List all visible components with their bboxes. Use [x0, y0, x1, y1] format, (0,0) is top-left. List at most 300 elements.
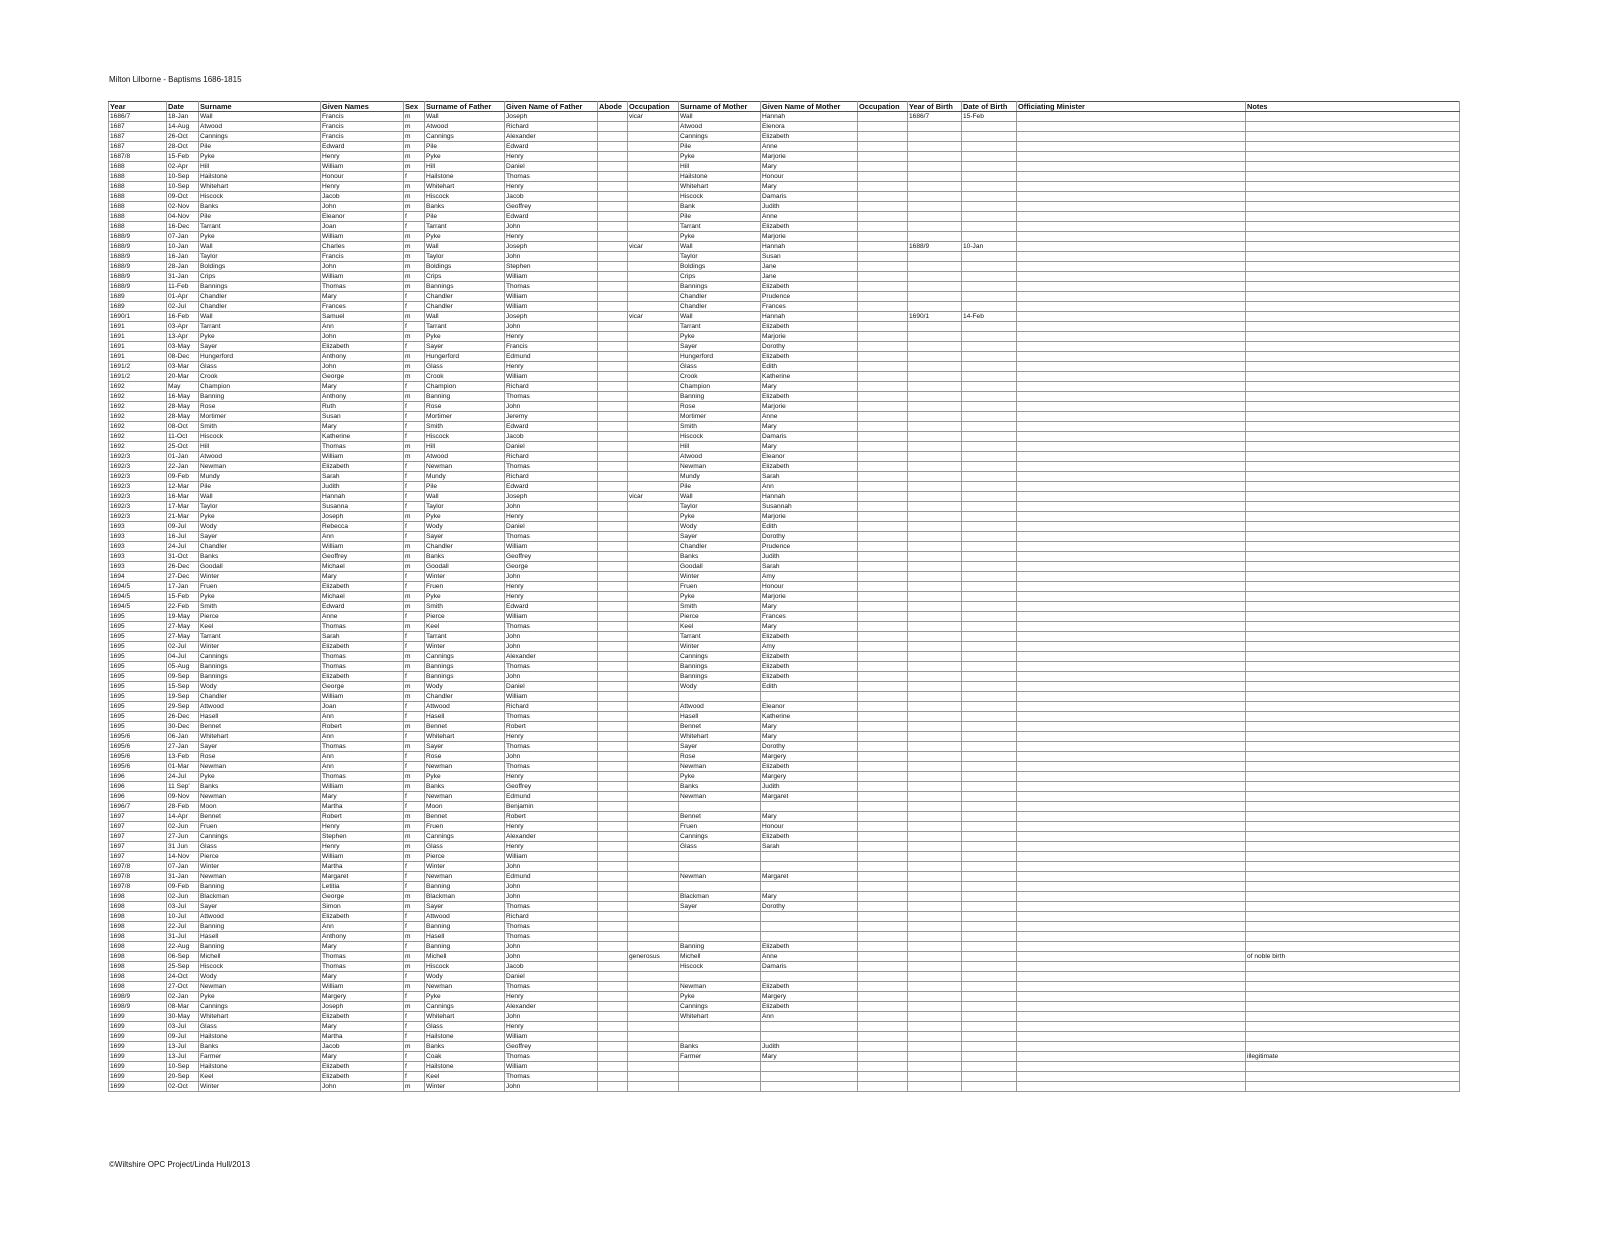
table-cell: George	[505, 562, 598, 572]
table-cell	[1246, 802, 1460, 812]
table-cell: Pile	[425, 212, 505, 222]
table-row	[109, 1062, 1460, 1072]
table-cell	[628, 362, 679, 372]
table-cell: Joseph	[505, 492, 598, 502]
table-cell	[908, 372, 962, 382]
table-cell	[1246, 192, 1460, 202]
table-cell: Sayer	[425, 532, 505, 542]
table-cell	[962, 182, 1017, 192]
table-cell: m	[404, 512, 425, 522]
table-cell: Newman	[425, 462, 505, 472]
table-cell: Elizabeth	[761, 832, 858, 842]
table-cell: Mary	[321, 792, 404, 802]
table-cell	[962, 642, 1017, 652]
table-cell: 1695	[109, 672, 167, 682]
table-cell: 1698	[109, 982, 167, 992]
table-cell	[908, 942, 962, 952]
table-cell: Henry	[505, 732, 598, 742]
table-cell	[598, 932, 628, 942]
table-cell	[628, 372, 679, 382]
table-cell	[1246, 762, 1460, 772]
table-cell	[962, 882, 1017, 892]
table-cell: Glass	[425, 362, 505, 372]
table-cell	[598, 382, 628, 392]
table-cell: 28-May	[167, 412, 199, 422]
table-cell: 25-Oct	[167, 442, 199, 452]
table-cell	[962, 272, 1017, 282]
table-cell: 18-Jan	[167, 112, 199, 122]
table-cell	[679, 692, 761, 702]
table-cell: Hiscock	[199, 192, 321, 202]
table-row	[109, 922, 1460, 932]
table-cell: 13-Jul	[167, 1042, 199, 1052]
table-cell: William	[505, 542, 598, 552]
table-cell: Boldings	[199, 262, 321, 272]
table-cell	[1017, 242, 1246, 252]
table-cell: 1698	[109, 912, 167, 922]
table-cell	[1017, 142, 1246, 152]
table-cell: Mary	[761, 892, 858, 902]
table-cell: Crips	[679, 272, 761, 282]
table-cell: Cannings	[425, 1002, 505, 1012]
table-cell	[908, 402, 962, 412]
table-cell: Fruen	[199, 822, 321, 832]
table-row	[109, 482, 1460, 492]
table-cell	[908, 332, 962, 342]
table-cell: Martha	[321, 1032, 404, 1042]
table-cell: Winter	[425, 862, 505, 872]
table-cell: 08-Dec	[167, 352, 199, 362]
table-cell: f	[404, 482, 425, 492]
table-cell: m	[404, 262, 425, 272]
table-cell	[1017, 442, 1246, 452]
table-cell	[598, 142, 628, 152]
table-cell	[761, 1022, 858, 1032]
table-cell	[1246, 672, 1460, 682]
table-cell: Pierce	[199, 612, 321, 622]
table-row	[109, 372, 1460, 382]
table-cell	[908, 532, 962, 542]
table-cell	[858, 572, 908, 582]
table-cell: Ann	[321, 322, 404, 332]
table-cell: Attwood	[679, 702, 761, 712]
table-cell	[908, 892, 962, 902]
table-cell	[598, 392, 628, 402]
table-cell: Pile	[199, 212, 321, 222]
table-cell	[598, 112, 628, 122]
table-cell	[962, 762, 1017, 772]
table-cell	[628, 432, 679, 442]
table-cell: Winter	[679, 642, 761, 652]
table-cell	[1246, 912, 1460, 922]
table-cell: Hill	[679, 442, 761, 452]
table-cell	[598, 942, 628, 952]
table-cell: Whitehart	[199, 732, 321, 742]
table-row	[109, 452, 1460, 462]
table-cell	[598, 692, 628, 702]
table-cell	[962, 442, 1017, 452]
table-cell: 27-Oct	[167, 982, 199, 992]
table-cell	[858, 772, 908, 782]
table-cell	[858, 302, 908, 312]
table-cell	[858, 582, 908, 592]
table-cell: Wall	[199, 312, 321, 322]
table-cell: Prudence	[761, 542, 858, 552]
table-cell: 1695/6	[109, 742, 167, 752]
table-cell	[628, 542, 679, 552]
table-cell: 1692	[109, 392, 167, 402]
table-cell	[908, 802, 962, 812]
table-cell	[628, 652, 679, 662]
table-cell: f	[404, 1032, 425, 1042]
table-row	[109, 172, 1460, 182]
table-cell	[1017, 702, 1246, 712]
table-cell: 1686/7	[109, 112, 167, 122]
table-cell: Glass	[199, 1022, 321, 1032]
table-cell: 27-Dec	[167, 572, 199, 582]
table-cell	[908, 252, 962, 262]
table-cell: 1695/6	[109, 732, 167, 742]
table-row	[109, 592, 1460, 602]
table-cell: 16-Jul	[167, 532, 199, 542]
table-cell: Daniel	[505, 682, 598, 692]
table-cell: Thomas	[321, 282, 404, 292]
table-cell	[628, 702, 679, 712]
table-cell: Sayer	[199, 902, 321, 912]
table-cell	[628, 962, 679, 972]
table-cell	[858, 292, 908, 302]
table-cell: 28-May	[167, 402, 199, 412]
table-cell: Wody	[199, 522, 321, 532]
table-cell	[1017, 562, 1246, 572]
table-cell: Bannings	[199, 672, 321, 682]
table-row	[109, 362, 1460, 372]
column-header: Year of Birth	[908, 102, 962, 112]
table-cell: 1699	[109, 1042, 167, 1052]
table-cell	[598, 172, 628, 182]
table-cell	[679, 862, 761, 872]
table-cell: 01-Jan	[167, 452, 199, 462]
table-cell: William	[321, 272, 404, 282]
table-cell: illegitimate	[1246, 1052, 1460, 1062]
table-cell	[598, 322, 628, 332]
table-cell	[858, 1002, 908, 1012]
table-cell	[962, 142, 1017, 152]
table-cell: Frances	[321, 302, 404, 312]
table-cell	[858, 992, 908, 1002]
table-cell: Cannings	[199, 132, 321, 142]
table-cell	[628, 222, 679, 232]
table-cell: Henry	[321, 182, 404, 192]
table-row	[109, 422, 1460, 432]
table-cell	[908, 832, 962, 842]
table-cell	[1246, 162, 1460, 172]
table-cell	[598, 492, 628, 502]
table-cell: Banks	[199, 782, 321, 792]
table-cell	[858, 722, 908, 732]
table-cell: John	[505, 642, 598, 652]
table-cell: Robert	[321, 722, 404, 732]
table-cell	[1017, 382, 1246, 392]
table-cell: 1692/3	[109, 462, 167, 472]
table-cell: m	[404, 722, 425, 732]
table-cell: 29-Sep	[167, 702, 199, 712]
table-cell: f	[404, 222, 425, 232]
table-cell	[598, 782, 628, 792]
table-cell	[1017, 692, 1246, 702]
table-cell: 1695	[109, 722, 167, 732]
table-cell	[628, 922, 679, 932]
table-cell	[598, 352, 628, 362]
table-cell	[858, 702, 908, 712]
table-cell: William	[505, 692, 598, 702]
table-cell	[1017, 602, 1246, 612]
table-cell	[908, 882, 962, 892]
table-cell: Elenora	[761, 122, 858, 132]
table-row	[109, 162, 1460, 172]
table-cell	[962, 972, 1017, 982]
table-cell: m	[404, 772, 425, 782]
table-cell: Bennet	[679, 722, 761, 732]
table-cell	[628, 232, 679, 242]
table-cell: 01-Mar	[167, 762, 199, 772]
table-cell	[908, 992, 962, 1002]
table-cell	[598, 762, 628, 772]
table-cell	[628, 1032, 679, 1042]
table-cell: 1698	[109, 932, 167, 942]
table-cell: Hiscock	[199, 962, 321, 972]
table-cell	[628, 942, 679, 952]
table-body	[109, 112, 1460, 1092]
table-cell: 15-Feb	[167, 592, 199, 602]
table-cell: f	[404, 672, 425, 682]
table-cell	[962, 502, 1017, 512]
table-cell	[962, 912, 1017, 922]
table-row	[109, 972, 1460, 982]
table-cell: 27-Jun	[167, 832, 199, 842]
table-cell: 1694/5	[109, 592, 167, 602]
table-cell	[1017, 632, 1246, 642]
table-cell: William	[321, 852, 404, 862]
column-header: Abode	[598, 102, 628, 112]
table-row	[109, 252, 1460, 262]
table-cell	[1017, 872, 1246, 882]
table-cell	[908, 172, 962, 182]
table-cell	[1246, 322, 1460, 332]
table-cell: Elizabeth	[761, 352, 858, 362]
table-cell: f	[404, 1022, 425, 1032]
table-cell: Sayer	[679, 902, 761, 912]
table-cell: f	[404, 612, 425, 622]
table-row	[109, 1052, 1460, 1062]
table-cell	[1017, 952, 1246, 962]
table-cell: Chandler	[199, 692, 321, 702]
table-cell	[962, 512, 1017, 522]
table-cell	[1017, 682, 1246, 692]
table-cell	[908, 812, 962, 822]
table-row	[109, 982, 1460, 992]
table-cell	[1017, 1072, 1246, 1082]
table-cell	[598, 912, 628, 922]
table-cell	[1017, 182, 1246, 192]
table-cell: 1687	[109, 132, 167, 142]
table-cell: Anne	[761, 142, 858, 152]
table-cell: m	[404, 562, 425, 572]
table-cell: Whitehart	[679, 732, 761, 742]
table-cell: Banks	[425, 782, 505, 792]
table-cell	[962, 222, 1017, 232]
table-cell: Honour	[761, 582, 858, 592]
table-cell: m	[404, 1042, 425, 1052]
table-cell	[1246, 282, 1460, 292]
table-cell	[598, 642, 628, 652]
table-cell: f	[404, 1072, 425, 1082]
table-cell: Mary	[761, 382, 858, 392]
table-cell	[962, 192, 1017, 202]
table-cell: Ann	[321, 922, 404, 932]
table-cell: William	[505, 272, 598, 282]
table-header-row	[109, 102, 1460, 112]
table-cell: Anne	[761, 212, 858, 222]
table-cell	[858, 972, 908, 982]
table-cell	[1246, 472, 1460, 482]
table-cell: William	[321, 692, 404, 702]
table-cell: 31-Jul	[167, 932, 199, 942]
table-cell	[962, 712, 1017, 722]
table-cell	[858, 802, 908, 812]
table-cell: 1696	[109, 772, 167, 782]
table-cell	[598, 902, 628, 912]
table-cell: Smith	[679, 422, 761, 432]
table-cell	[962, 462, 1017, 472]
table-cell	[598, 672, 628, 682]
table-cell: 19-Sep	[167, 692, 199, 702]
table-cell	[858, 892, 908, 902]
table-cell: Marjorie	[761, 402, 858, 412]
table-cell: John	[505, 1082, 598, 1092]
table-cell: Thomas	[505, 932, 598, 942]
table-cell	[1017, 932, 1246, 942]
table-cell: William	[321, 162, 404, 172]
table-cell	[628, 512, 679, 522]
table-row	[109, 552, 1460, 562]
table-row	[109, 342, 1460, 352]
table-cell: Elizabeth	[761, 392, 858, 402]
table-cell	[908, 562, 962, 572]
table-cell: Winter	[199, 1082, 321, 1092]
table-cell	[761, 1082, 858, 1092]
table-cell	[598, 892, 628, 902]
table-cell: m	[404, 742, 425, 752]
table-cell: Pyke	[199, 232, 321, 242]
table-cell: Daniel	[505, 162, 598, 172]
table-cell	[908, 452, 962, 462]
table-cell: m	[404, 182, 425, 192]
table-cell	[1246, 612, 1460, 622]
table-cell: Rose	[199, 752, 321, 762]
table-cell	[628, 502, 679, 512]
table-cell: Taylor	[679, 252, 761, 262]
table-cell	[908, 1052, 962, 1062]
table-cell	[598, 552, 628, 562]
table-cell: Tarrant	[199, 632, 321, 642]
table-cell: f	[404, 732, 425, 742]
table-cell	[1246, 432, 1460, 442]
table-cell: Edmund	[505, 352, 598, 362]
table-cell: f	[404, 942, 425, 952]
table-cell	[908, 232, 962, 242]
table-cell: William	[321, 782, 404, 792]
table-cell: Newman	[679, 982, 761, 992]
table-cell	[858, 522, 908, 532]
table-cell: Bannings	[425, 282, 505, 292]
table-cell: f	[404, 802, 425, 812]
table-cell	[1017, 852, 1246, 862]
table-cell	[598, 862, 628, 872]
table-cell: Frances	[761, 302, 858, 312]
table-cell: m	[404, 352, 425, 362]
table-cell	[628, 332, 679, 342]
table-cell: Thomas	[505, 462, 598, 472]
table-cell	[1246, 332, 1460, 342]
table-cell	[628, 852, 679, 862]
table-cell	[1246, 292, 1460, 302]
table-cell	[1246, 362, 1460, 372]
table-cell: Mary	[761, 622, 858, 632]
table-row	[109, 512, 1460, 522]
table-cell: Edward	[505, 422, 598, 432]
table-cell: Pierce	[425, 852, 505, 862]
table-cell	[598, 592, 628, 602]
table-cell	[1246, 542, 1460, 552]
table-cell	[1246, 222, 1460, 232]
table-cell: 11-Oct	[167, 432, 199, 442]
column-header: Surname	[199, 102, 321, 112]
table-cell	[628, 482, 679, 492]
table-cell: Jacob	[505, 962, 598, 972]
table-cell: Eleanor	[761, 702, 858, 712]
table-cell	[1017, 392, 1246, 402]
table-cell: Newman	[199, 792, 321, 802]
table-cell: 1699	[109, 1072, 167, 1082]
table-cell: Newman	[679, 762, 761, 772]
table-cell	[908, 362, 962, 372]
table-cell	[858, 732, 908, 742]
table-cell	[628, 842, 679, 852]
copyright-footer: ©Wiltshire OPC Project/Linda Hull/2013	[109, 1160, 251, 1169]
table-cell: 26-Dec	[167, 562, 199, 572]
table-cell	[598, 242, 628, 252]
table-cell	[1017, 512, 1246, 522]
table-cell: Hailstone	[199, 1032, 321, 1042]
table-cell: Anne	[761, 412, 858, 422]
table-cell	[628, 342, 679, 352]
table-cell	[908, 162, 962, 172]
table-cell	[908, 302, 962, 312]
table-cell	[761, 882, 858, 892]
table-cell	[598, 832, 628, 842]
table-cell	[761, 1072, 858, 1082]
table-cell	[598, 522, 628, 532]
table-cell	[1017, 152, 1246, 162]
table-cell: Winter	[199, 642, 321, 652]
table-cell	[761, 912, 858, 922]
table-cell: f	[404, 322, 425, 332]
table-row	[109, 462, 1460, 472]
table-cell	[858, 662, 908, 672]
table-cell: m	[404, 122, 425, 132]
table-cell: Francis	[321, 122, 404, 132]
